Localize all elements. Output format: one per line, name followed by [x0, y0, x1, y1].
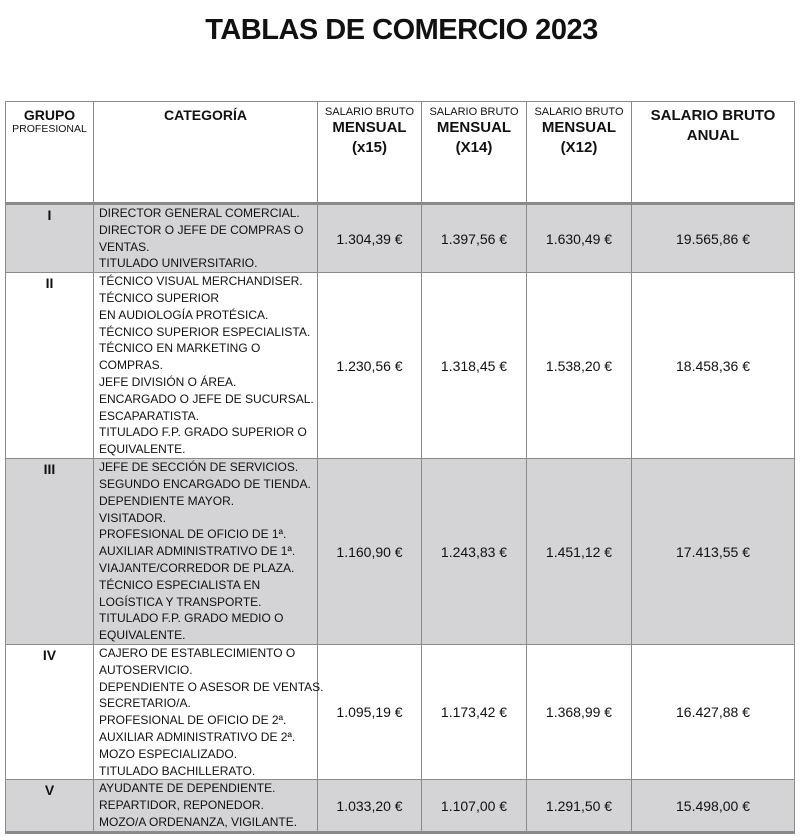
category-line: CAJERO DE ESTABLECIMIENTO O — [99, 645, 296, 660]
header-anual — [632, 102, 795, 204]
category-line: DIRECTOR O JEFE DE COMPRAS O — [99, 222, 304, 237]
header-main: MENSUAL — [541, 119, 617, 136]
salary-x15-cell: 1.033,20 € — [318, 780, 422, 832]
header-mult: (X12) — [560, 139, 598, 156]
category-cell — [94, 273, 318, 459]
category-line: COMPRAS. — [99, 358, 164, 373]
salary-table — [5, 101, 795, 834]
table-row — [6, 204, 795, 273]
header-categoria-label: CATEGORÍA — [164, 107, 247, 123]
category-line: JEFE DIVISIÓN O ÁREA. — [99, 374, 237, 389]
salary-x12-cell: 1.538,20 € — [527, 273, 632, 459]
table-row — [6, 780, 795, 832]
salary-x12-cell: 1.630,49 € — [527, 204, 632, 273]
category-line: MOZO ESPECIALIZADO. — [99, 746, 238, 761]
category-line: PROFESIONAL DE OFICIO DE 1ª. — [99, 527, 287, 542]
category-line: JEFE DE SECCIÓN DE SERVICIOS. — [99, 460, 299, 475]
category-line: TÉCNICO ESPECIALISTA EN — [99, 577, 261, 592]
category-line: MOZO/A ORDENANZA, VIGILANTE. — [99, 814, 298, 829]
header-mensual-x15 — [318, 102, 422, 204]
category-line: ENCARGADO O JEFE DE SUCURSAL. — [99, 391, 314, 406]
table-row — [6, 459, 795, 645]
category-line: SECRETARIO/A. — [99, 696, 191, 711]
category-line: DEPENDIENTE MAYOR. — [99, 493, 235, 508]
group-cell: V — [6, 780, 94, 832]
salary-x14-cell: 1.243,83 € — [422, 459, 527, 645]
category-cell — [94, 459, 318, 645]
table-header-row — [6, 102, 795, 204]
salary-x12-cell: 1.368,99 € — [527, 644, 632, 779]
category-line: AYUDANTE DE DEPENDIENTE. — [99, 781, 276, 796]
category-line: DIRECTOR GENERAL COMERCIAL. — [99, 206, 300, 220]
category-line: SEGUNDO ENCARGADO DE TIENDA. — [99, 476, 311, 491]
category-line: AUTOSERVICIO. — [99, 662, 193, 677]
salary-annual-cell: 18.458,36 € — [632, 273, 795, 459]
header-top: SALARIO BRUTO — [324, 106, 415, 118]
category-line: EQUIVALENTE. — [99, 442, 186, 457]
salary-x14-cell: 1.397,56 € — [422, 204, 527, 273]
category-line: TITULADO BACHILLERATO. — [99, 763, 256, 778]
category-line: TÉCNICO EN MARKETING O — [99, 341, 261, 356]
salary-x15-cell: 1.160,90 € — [318, 459, 422, 645]
category-line: PROFESIONAL DE OFICIO DE 2ª. — [99, 713, 287, 728]
category-line: DEPENDIENTE O ASESOR DE VENTAS. — [99, 679, 324, 694]
group-cell: II — [6, 273, 94, 459]
category-line: TITULADO F.P. GRADO MEDIO O — [99, 611, 284, 626]
category-cell — [94, 644, 324, 779]
header-grupo-label: GRUPO — [23, 107, 76, 123]
header-grupo — [6, 102, 94, 204]
category-line: EQUIVALENTE. — [99, 628, 186, 643]
salary-annual-cell: 16.427,88 € — [632, 644, 795, 779]
page-title: TABLAS DE COMERCIO 2023 — [205, 14, 598, 46]
salary-annual-cell: 19.565,86 € — [632, 204, 795, 273]
salary-x12-cell: 1.451,12 € — [527, 459, 632, 645]
category-line: TÉCNICO SUPERIOR ESPECIALISTA. — [99, 324, 311, 339]
group-cell: I — [6, 204, 94, 273]
group-cell: IV — [6, 644, 94, 779]
category-line: TITULADO F.P. GRADO SUPERIOR O — [99, 425, 307, 440]
table-row — [6, 644, 795, 779]
header-mult: (x15) — [351, 139, 388, 156]
salary-x14-cell: 1.173,42 € — [422, 644, 527, 779]
header-anual-1: SALARIO BRUTO — [650, 107, 776, 124]
salary-annual-cell: 15.498,00 € — [632, 780, 795, 832]
salary-x15-cell: 1.304,39 € — [318, 204, 422, 273]
category-line: AUXILIAR ADMINISTRATIVO DE 1ª. — [99, 544, 296, 559]
category-line: AUXILIAR ADMINISTRATIVO DE 2ª. — [99, 729, 296, 744]
header-main: MENSUAL — [332, 119, 407, 136]
header-mensual-x12 — [527, 102, 632, 204]
category-line: REPARTIDOR, REPONEDOR. — [99, 798, 264, 813]
salary-x12-cell: 1.291,50 € — [527, 780, 632, 832]
category-line: VIAJANTE/CORREDOR DE PLAZA. — [99, 560, 295, 575]
header-categoria — [94, 102, 318, 204]
category-line: ESCAPARATISTA. — [99, 408, 200, 423]
header-main: MENSUAL — [436, 119, 512, 136]
category-line: VISITADOR. — [99, 510, 167, 525]
salary-x15-cell: 1.095,19 € — [318, 644, 422, 779]
salary-x14-cell: 1.318,45 € — [422, 273, 527, 459]
category-line: TÉCNICO SUPERIOR — [99, 290, 220, 305]
category-cell — [94, 780, 318, 832]
header-top: SALARIO BRUTO — [429, 106, 519, 118]
table-row — [6, 273, 795, 459]
category-cell — [94, 204, 318, 273]
salary-annual-cell: 17.413,55 € — [632, 459, 795, 645]
header-mensual-x14 — [422, 102, 527, 204]
group-cell: III — [6, 459, 94, 645]
header-grupo-sub: PROFESIONAL — [12, 123, 87, 135]
salary-x15-cell: 1.230,56 € — [318, 273, 422, 459]
header-mult: (X14) — [455, 139, 493, 156]
salary-x14-cell: 1.107,00 € — [422, 780, 527, 832]
category-line: TÉCNICO VISUAL MERCHANDISER. — [99, 274, 303, 289]
category-line: EN AUDIOLOGÍA PROTÉSICA. — [99, 307, 269, 322]
header-anual-2: ANUAL — [686, 127, 740, 144]
category-line: VENTAS. — [99, 239, 150, 254]
category-line: LOGÍSTICA Y TRANSPORTE. — [99, 594, 262, 609]
header-top: SALARIO BRUTO — [534, 106, 624, 118]
category-line: TITULADO UNIVERSITARIO. — [99, 256, 258, 271]
